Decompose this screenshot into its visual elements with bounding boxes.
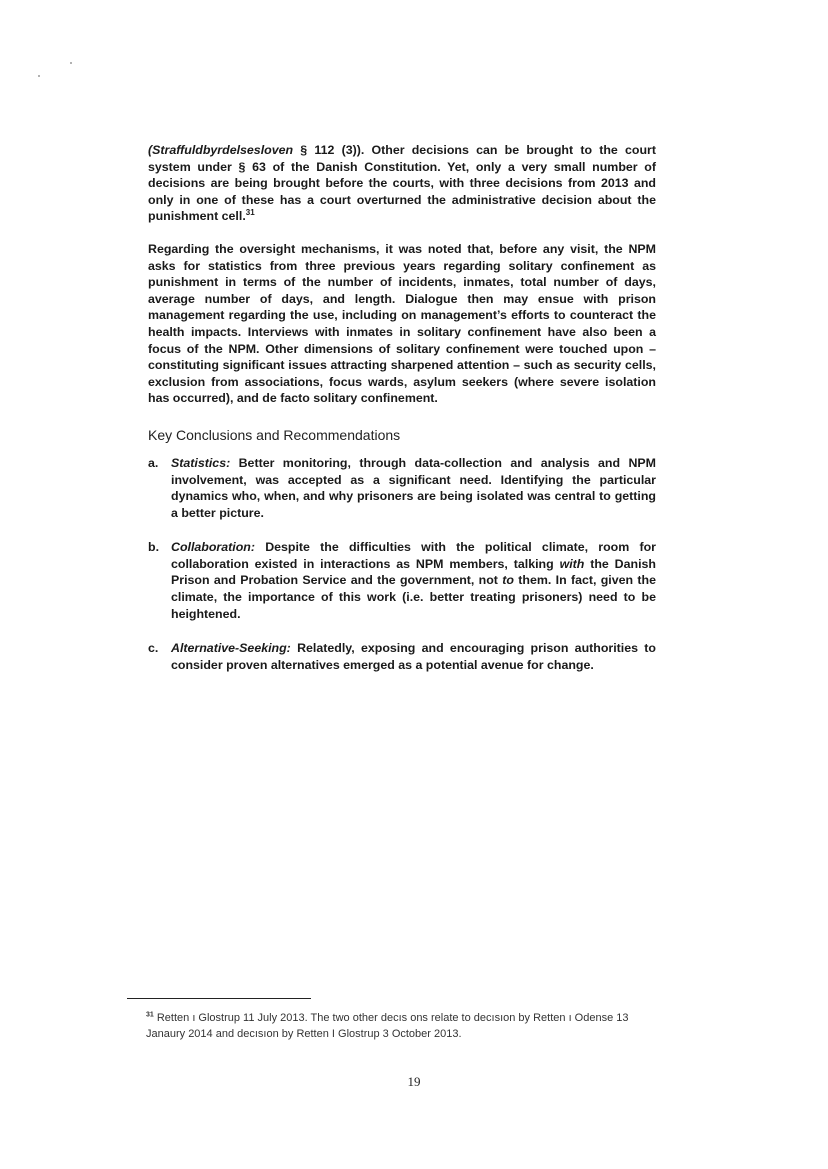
statute-name: (Straffuldbyrdelsesloven bbox=[148, 143, 294, 157]
list-item-text bbox=[171, 539, 656, 622]
item-body: the Danish Prison and Probation Service and the government, not bbox=[171, 556, 656, 588]
list-marker: b. bbox=[148, 540, 160, 555]
paragraph-court-decisions bbox=[148, 142, 656, 225]
list-item-text bbox=[171, 640, 656, 673]
page-body bbox=[148, 142, 656, 673]
footnote bbox=[146, 1010, 666, 1042]
footnote-separator bbox=[127, 998, 311, 999]
item-body: Better monitoring, through data-collection and analysis and NPM involvement, was accepted as a significant need. Identifying the particular dynamics who, when, and why prisoners are being isolated was central to getting a better picture. bbox=[171, 455, 656, 520]
item-body: Despite the difficulties with the political climate, room for collaboration existed in interactions as NPM members, talking bbox=[171, 540, 656, 571]
list-item-alternative-seeking bbox=[148, 640, 656, 673]
scan-speck bbox=[70, 62, 72, 64]
item-term: Alternative-Seeking: bbox=[171, 641, 291, 656]
item-term: Collaboration: bbox=[171, 540, 255, 555]
paragraph-text: § 112 (3)). Other decisions can be brought to the court system under § 63 of the Danish Constitution. Yet, only a very small number of decisions are being brought before the courts, with three decisions from 2013 and only in one of these has a court overturned the administrative decision about the punishment cell. bbox=[148, 143, 656, 224]
item-body: Relatedly, exposing and encouraging prison authorities to consider proven alternatives emerged as a potential avenue for change. bbox=[171, 641, 656, 672]
footnote-reference[interactable]: 31 bbox=[245, 208, 255, 218]
footnote-text: Retten ı Glostrup 11 July 2013. The two other decıs ons relate to decısıon by Retten ı Odense 13 Janaury 2014 and decısıon by Retten I Glostrup 3 October 2013. bbox=[146, 1012, 629, 1040]
list-marker: c. bbox=[148, 641, 159, 656]
list-item-text bbox=[171, 455, 656, 521]
list-item-statistics bbox=[148, 455, 656, 521]
page-number: 19 bbox=[407, 1074, 421, 1089]
section-heading: Key Conclusions and Recommendations bbox=[148, 426, 401, 443]
item-term: Statistics: bbox=[171, 455, 231, 470]
footnote-number: 31 bbox=[146, 1011, 154, 1019]
recommendations-list bbox=[148, 455, 656, 674]
paragraph-oversight-mechanisms: Regarding the oversight mechanisms, it was noted that, before any visit, the NPM asks for statistics from three previous years regarding solitary confinement as punishment in terms of the number of incidents, inmates, total number of days, average number of days, and length. Dialogue then may ensue with prison management regarding the use, including on management’s efforts to counteract the health impacts. Interviews with inmates in solitary confinement have also been a focus of the NPM. Other dimensions of solitary confinement were touched upon – constituting significant issues attracting sharpened attention – such as security cells, exclusion from associations, focus wards, asylum seekers (where severe isolation has occurred), and de facto solitary confinement. bbox=[148, 241, 656, 406]
scan-speck bbox=[38, 75, 40, 77]
list-item-collaboration bbox=[148, 539, 656, 622]
item-body: them. In fact, given the climate, the importance of this work (i.e. better treating prisoners) need to be heightened. bbox=[171, 573, 656, 621]
list-marker: a. bbox=[148, 455, 159, 470]
emphasis-to: to bbox=[502, 573, 514, 588]
emphasis-with: with bbox=[559, 556, 585, 571]
